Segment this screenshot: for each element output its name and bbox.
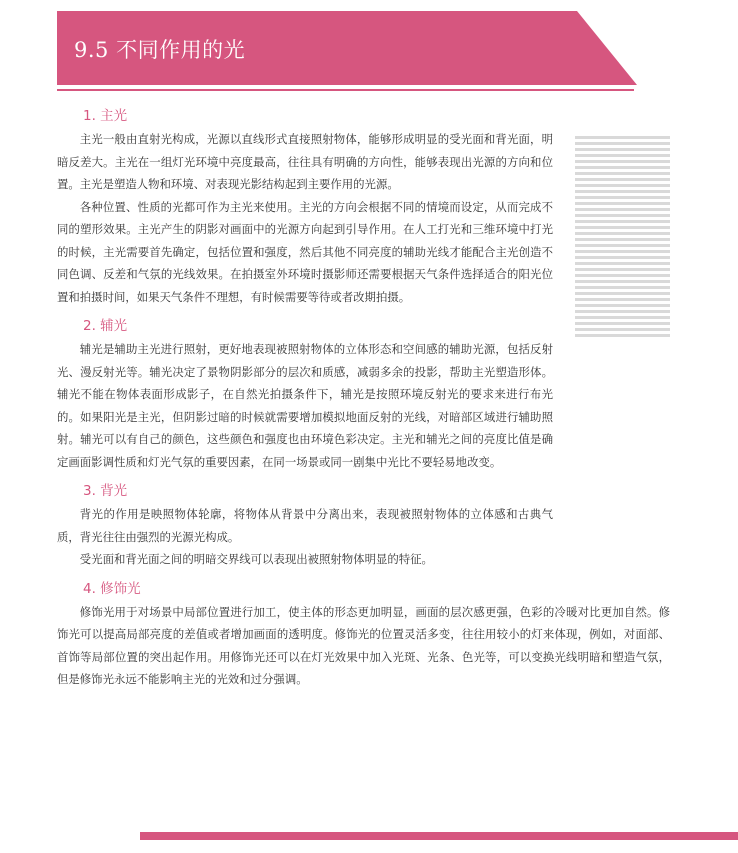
page-title: 9.5 不同作用的光 xyxy=(74,38,246,62)
section-heading-back-light: 3. 背光 xyxy=(83,483,128,499)
footer-bar xyxy=(140,832,738,840)
section-heading-accent-light: 4. 修饰光 xyxy=(83,580,141,597)
paragraph: 背光的作用是映照物体轮廓，将物体从背景中分离出来，表现被照射物体的立体感和古典气质，背光往往由强烈的光源光构成。 xyxy=(57,507,553,544)
paragraph: 各种位置、性质的光都可作为主光来使用。主光的方向会根据不同的情境而设定，从而完成不同的塑形效果。主光产生的阴影对画面中的光源方向起到引导作用。在人工打光和三维环境中打光的时候，主光需要首先确定，包括位置和强度，然后其他不同亮度的辅助光线才能配合主光创造不同色调、反差和气氛的光线效果。在拍摄室外环境时摄影师还需要根据天气条件选择适合的阳光位置和拍摄时间，如果天气条件不理想，有时候需要等待或者改期拍摄。 xyxy=(57,199,553,304)
paragraph: 主光一般由直射光构成，光源以直线形式直接照射物体，能够形成明显的受光面和背光面，明暗反差大。主光在一组灯光环境中亮度最高，往往具有明确的方向性，能够表现出光源的方向和位置。主光是塑造人物和环境、对表现光影结构起到主要作用的光源。 xyxy=(57,132,553,191)
section-heading-main-light: 1. 主光 xyxy=(83,108,128,124)
header-underline xyxy=(57,89,634,91)
paragraph: 辅光是辅助主光进行照射，更好地表现被照射物体的立体形态和空间感的辅助光源，包括反射光、漫反射光等。辅光决定了景物阴影部分的层次和质感，减弱多余的投影，帮助主光塑造形体。辅光不能在物体表面形成影子，在自然光拍摄条件下，辅光是按照环境反射光的要求来进行布光的。如果阳光是主光，但阴影过暗的时候就需要增加模拟地面反射的光线，对暗部区域进行辅助照射。辅光可以有自己的颜色，这些颜色和强度也由环境色彩决定。主光和辅光之间的亮度比值是确定画面影调性质和灯光气氛的重要因素，在同一场景或同一剧集中光比不要轻易地改变。 xyxy=(57,342,553,469)
document-body xyxy=(57,104,670,691)
section-heading-fill-light: 2. 辅光 xyxy=(83,318,128,334)
paragraph: 修饰光用于对场景中局部位置进行加工，使主体的形态更加明显，画面的层次感更强，色彩的冷暖对比更加自然。修饰光可以提高局部亮度的差值或者增加画面的透明度。修饰光的位置灵活多变，往往用较小的灯来体现，例如，对面部、首饰等局部位置的突出起作用。用修饰光还可以在灯光效果中加入光斑、光条、色光等，可以变换光线明暗和塑造气氛，但是修饰光永远不能影响主光的光效和过分强调。 xyxy=(57,604,670,686)
paragraph: 受光面和背光面之间的明暗交界线可以表现出被照射物体明显的特征。 xyxy=(79,552,433,566)
